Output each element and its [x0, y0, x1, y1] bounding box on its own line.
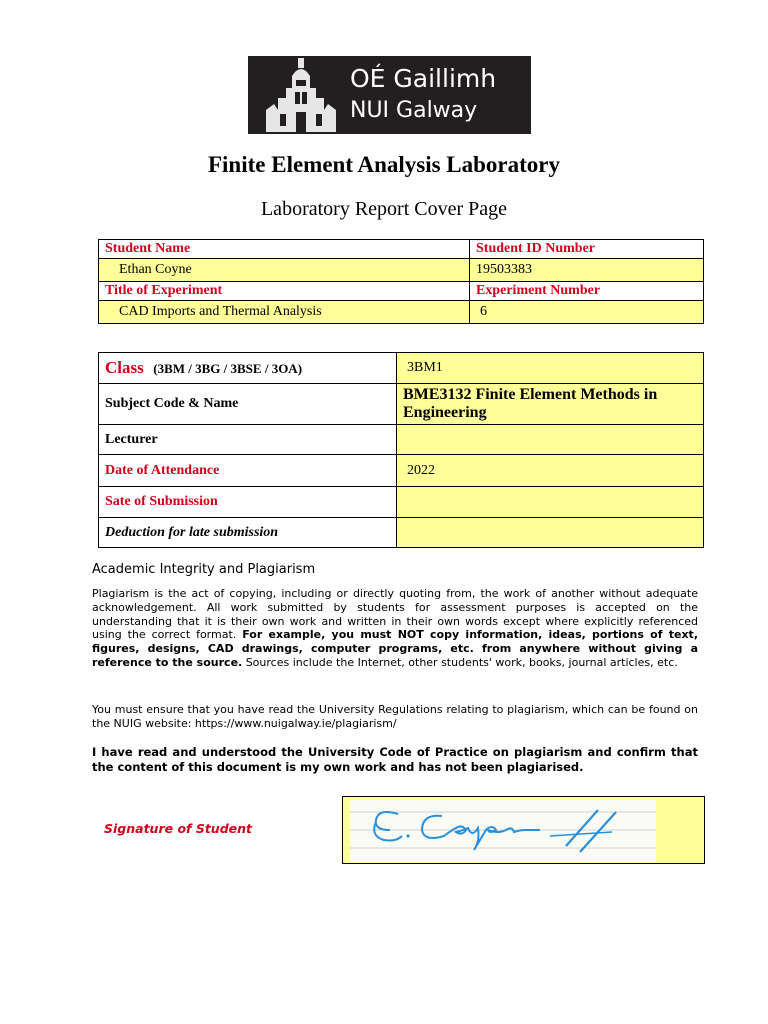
- subject-field[interactable]: BME3132 Finite Element Methods in Engineering: [397, 384, 704, 425]
- lecturer-label: Lecturer: [99, 425, 397, 455]
- plagiarism-definition-text: Plagiarism is the act of copying, including or directly quoting from, the work of another without adequate acknowledgement. All work submitted by students for assessment purposes is accepted on the understanding that it is their own work and written in their own words except where explicitly referenced using the correct format.: [92, 587, 698, 642]
- experiment-title-field[interactable]: CAD Imports and Thermal Analysis: [99, 301, 470, 324]
- attendance-label: Date of Attendance: [99, 455, 397, 487]
- attendance-field[interactable]: 2022: [397, 455, 704, 487]
- student-id-label: Student ID Number: [470, 240, 704, 259]
- submission-field[interactable]: [397, 487, 704, 518]
- plagiarism-example-bold: For example, you must NOT copy information, ideas, portions of text, figures, designs, CAD drawings, computer programs, etc. from anywhere without giving a reference to the source.: [92, 628, 698, 669]
- student-name-field[interactable]: Ethan Coyne: [99, 259, 470, 282]
- regulations-paragraph: You must ensure that you have read the University Regulations relating to plagiarism, which can be found on the NUIG website: https://www.nuigalway.ie/plagiarism/: [92, 703, 698, 730]
- signature-image: [350, 800, 656, 862]
- experiment-title-label: Title of Experiment: [99, 282, 470, 301]
- student-info-table: [98, 239, 704, 324]
- page-subtitle: Laboratory Report Cover Page: [260, 198, 508, 220]
- class-options: (3BM / 3BG / 3BSE / 3OA): [153, 361, 303, 376]
- declaration-statement: I have read and understood the University Code of Practice on plagiarism and confirm that the content of this document is my own work and has not been plagiarised.: [92, 745, 698, 774]
- deduction-label: Deduction for late submission: [99, 518, 397, 548]
- lecturer-field[interactable]: [397, 425, 704, 455]
- subject-label: Subject Code & Name: [99, 384, 397, 425]
- class-label: Class: [105, 358, 144, 377]
- signature-label: Signature of Student: [104, 821, 252, 836]
- page-title: Finite Element Analysis Laboratory: [207, 152, 561, 177]
- class-label-cell: [99, 353, 397, 384]
- plagiarism-sources-text: Sources include the Internet, other students' work, books, journal articles, etc.: [242, 655, 678, 669]
- integrity-heading: Academic Integrity and Plagiarism: [92, 562, 316, 577]
- logo-irish-name: OÉ Gaillimh: [350, 64, 497, 93]
- deduction-field[interactable]: [397, 518, 704, 548]
- submission-label: Sate of Submission: [99, 487, 397, 518]
- course-details-table: [98, 352, 704, 548]
- student-id-field[interactable]: 19503383: [470, 259, 704, 282]
- logo-english-name: NUI Galway: [350, 98, 478, 123]
- student-name-label: Student Name: [99, 240, 470, 259]
- class-field[interactable]: 3BM1: [397, 353, 704, 384]
- tower-logo-icon: [266, 58, 336, 132]
- experiment-number-field[interactable]: 6: [470, 301, 704, 324]
- plagiarism-definition: [92, 587, 698, 670]
- experiment-number-label: Experiment Number: [470, 282, 704, 301]
- university-logo: [248, 56, 531, 134]
